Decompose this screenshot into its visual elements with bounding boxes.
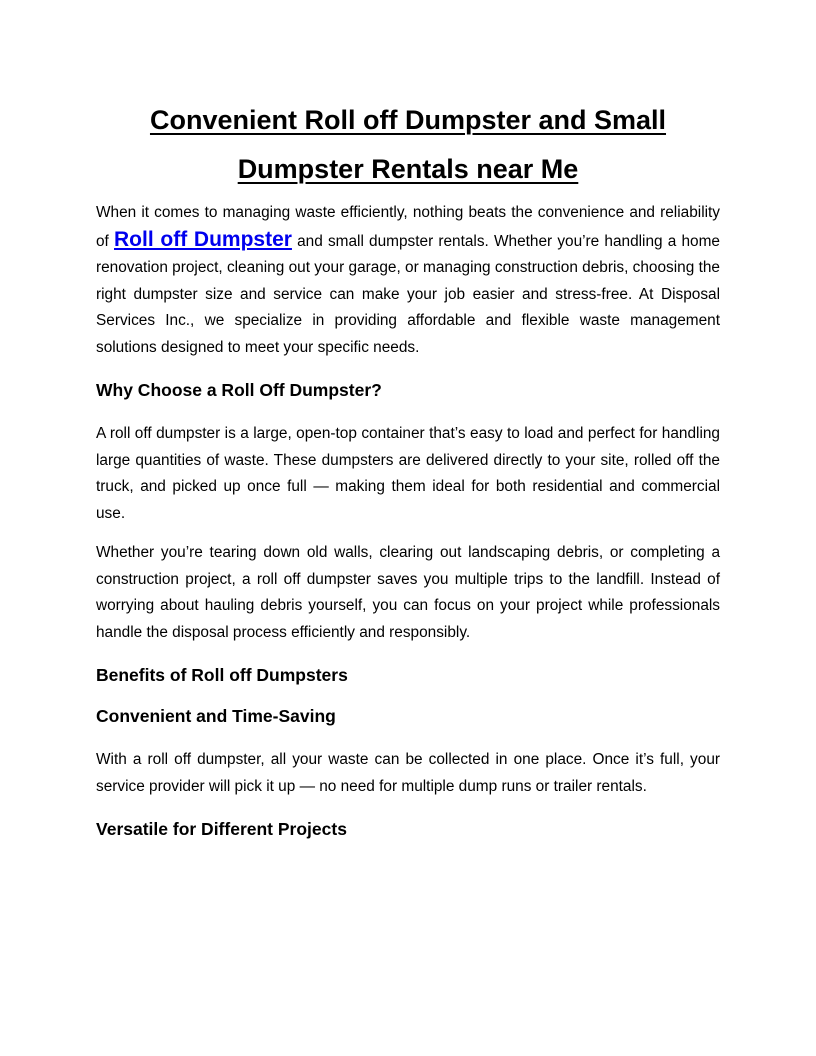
document-page: [96, 96, 720, 841]
intro-paragraph: [96, 200, 720, 361]
roll-off-dumpster-link[interactable]: Roll off Dumpster: [114, 227, 292, 251]
why-paragraph-2: Whether you’re tearing down old walls, clearing out landscaping debris, or completing a construction project, a roll off dumpster saves you multiple trips to the landfill. Instead of worrying about hauling debris yourself, you can focus on your project while professionals handle the disposal process efficiently and responsibly.: [96, 544, 720, 641]
convenient-paragraph: With a roll off dumpster, all your waste can be collected in one place. Once it’s full, your service provider will pick it up — no need for multiple dump runs or trailer rentals.: [96, 751, 720, 795]
benefits-heading: Benefits of Roll off Dumpsters: [96, 665, 348, 685]
intro-text-start: When it comes to managing waste efficiently, nothing beats the convenience and reliability of: [96, 204, 720, 250]
convenient-heading: Convenient and Time-Saving: [96, 706, 336, 726]
versatile-heading: Versatile for Different Projects: [96, 819, 347, 839]
intro-text-end: and small dumpster rentals. Whether you’re handling a home renovation project, cleaning out your garage, or managing construction debris, choosing the right dumpster size and service can make your job easier and stress-free. At Disposal Services Inc., we specialize in providing affordable and flexible waste management solutions designed to meet your specific needs.: [96, 232, 720, 356]
page-title: Convenient Roll off Dumpster and Small Dumpster Rentals near Me: [149, 105, 667, 184]
why-choose-heading: Why Choose a Roll Off Dumpster?: [96, 380, 382, 400]
why-paragraph-1: A roll off dumpster is a large, open-top container that’s easy to load and perfect for handling large quantities of waste. These dumpsters are delivered directly to your site, rolled off the truck, and picked up once full — making them ideal for both residential and commercial use.: [96, 425, 720, 522]
